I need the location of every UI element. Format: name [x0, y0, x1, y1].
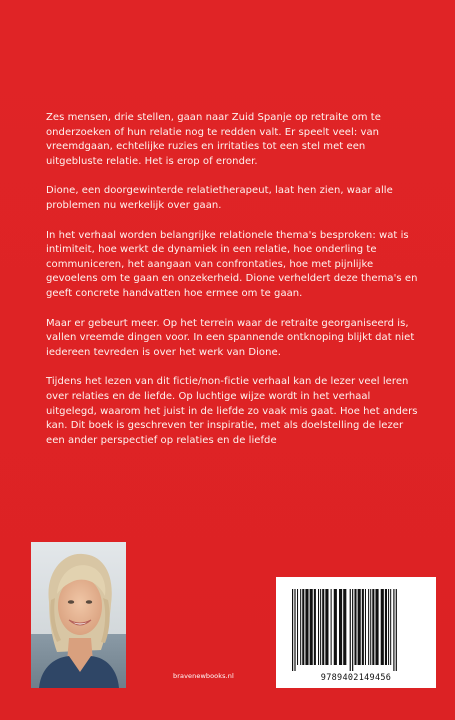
- publisher-website: bravenewbooks.nl: [173, 672, 234, 680]
- blurb-paragraph-3: In het verhaal worden belangrijke relationele thema's besproken: wat is intimiteit, hoe werkt de dynamiek in een relatie, hoe onderling te communiceren, het aangaan van confrontaties, hoe met pijnlijke gevoelens om te gaan en onzekerheid. Dione verheldert deze thema's en geeft concrete handvatten hoe ermee om te gaan.: [46, 229, 418, 299]
- blurb-paragraph-4: Maar er gebeurt meer. Op het terrein waar de retraite georganiseerd is, vallen vreemde dingen voor. In een spannende ontknoping blijkt dat niet iedereen tevreden is over het werk van Dione.: [46, 317, 415, 358]
- isbn-barcode: [276, 577, 436, 688]
- author-portrait-icon: [31, 542, 126, 688]
- barcode-icon: [290, 589, 422, 671]
- blurb-paragraph-2: Dione, een doorgewinterde relatietherapeut, laat hen zien, waar alle problemen nu werkelijk over gaan.: [46, 185, 393, 211]
- isbn-number: 9789402149456: [320, 673, 392, 683]
- author-photo: [31, 542, 126, 688]
- blurb-paragraph-5: Tijdens het lezen van dit fictie/non-fictie verhaal kan de lezer veel leren over relaties en de liefde. Op luchtige wijze wordt in het verhaal uitgelegd, waarom het juist in de liefde zo vaak mis gaat. Hoe het anders kan. Dit boek is geschreven ter inspiratie, met als doelstelling de lezer een ander perspectief op relaties en de liefde: [46, 376, 418, 446]
- blurb-text: [46, 111, 419, 463]
- blurb-paragraph-1: Zes mensen, drie stellen, gaan naar Zuid Spanje op retraite om te onderzoeken of hun relatie nog te redden valt. Er speelt veel: van vreemdgaan, echtelijke ruzies en irritaties tot een stel met een uitgebluste relatie. Het is erop of eronder.: [46, 112, 381, 167]
